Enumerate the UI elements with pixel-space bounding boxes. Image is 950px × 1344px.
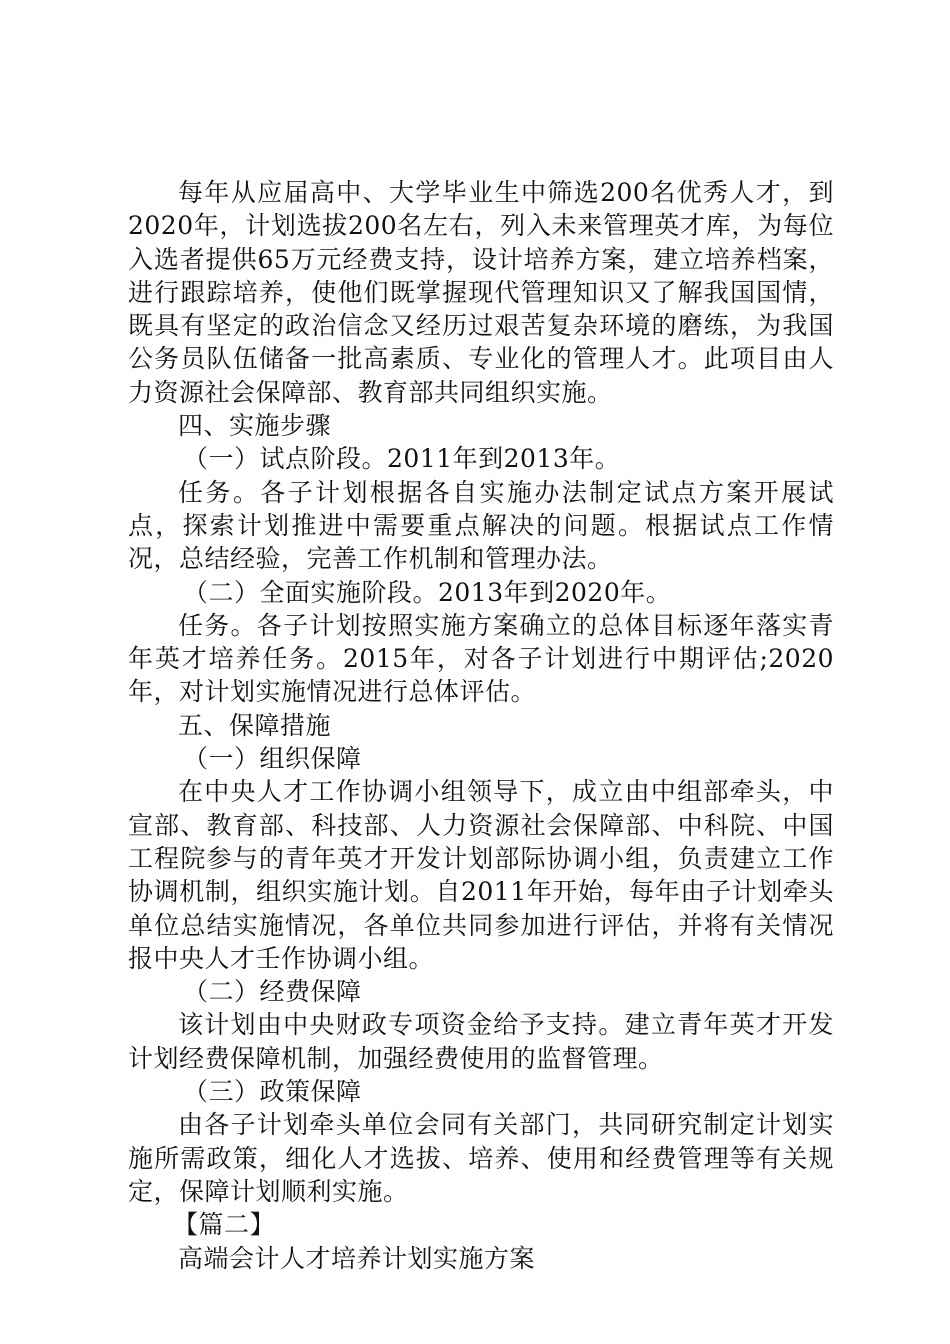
subheading-funding-safeguard: （二）经费保障 (183, 977, 362, 1007)
paragraph-organizational-safeguard: 在中央人才工作协调小组领导下，成立由中组部牵头，中宣部、教育部、科技部、人力资源社会保障部、中科院、中国工程院参与的青年英才开发计划部际协调小组，负责建立工作协调机制，组织实施计划。自2011年开始，每年由子计划牵头单位总结实施情况，各单位共同参加进行评估，并将有关情况报中央人才壬作协调小组。 (128, 777, 834, 973)
paragraph-funding-safeguard: 该计划由中央财政专项资金给予支持。建立青年英才开发计划经费保障机制，加强经费使用的监督管理。 (128, 1010, 834, 1073)
section-heading-implementation-steps: 四、实施步骤 (178, 411, 332, 441)
part-two-marker: 【篇二】 (173, 1210, 276, 1240)
paragraph-pilot-tasks: 任务。各子计划根据各自实施办法制定试点方案开展试点，探索计划推进中需要重点解决的问题。根据试点工作情况，总结经验，完善工作机制和管理办法。 (128, 477, 834, 574)
subheading-pilot-stage: （一）试点阶段。2011年到2013年。 (183, 444, 621, 474)
paragraph-full-implementation-tasks: 任务。各子计划按照实施方案确立的总体目标逐年落实青年英才培养任务。2015年，对各子计划进行中期评估;2020年，对计划实施情况进行总体评估。 (128, 610, 834, 707)
paragraph-talent-selection: 每年从应届高中、大学毕业生中筛选200名优秀人才，到2020年，计划选拔200名左右，列入未来管理英才库，为每位入选者提供65万元经费支持，设计培养方案，建立培养档案，进行跟踪培养，使他们既掌握现代管理知识又了解我国国情，既具有坚定的政治信念又经历过艰苦复杂环境的磨练，为我国公务员队伍储备一批高素质、专业化的管理人才。此项目由人力资源社会保障部、教育部共同组织实施。 (128, 178, 834, 407)
section-heading-safeguards: 五、保障措施 (178, 710, 332, 740)
paragraph-policy-safeguard: 由各子计划牵头单位会同有关部门，共同研究制定计划实施所需政策，细化人才选拔、培养、使用和经费管理等有关规定，保障计划顺利实施。 (128, 1110, 834, 1206)
document-body (128, 176, 834, 1275)
part-two-title: 高端会计人才培养计划实施方案 (178, 1243, 536, 1273)
subheading-policy-safeguard: （三）政策保障 (183, 1077, 362, 1107)
subheading-full-implementation-stage: （二）全面实施阶段。2013年到2020年。 (183, 577, 672, 607)
subheading-organizational-safeguard: （一）组织保障 (183, 744, 362, 774)
